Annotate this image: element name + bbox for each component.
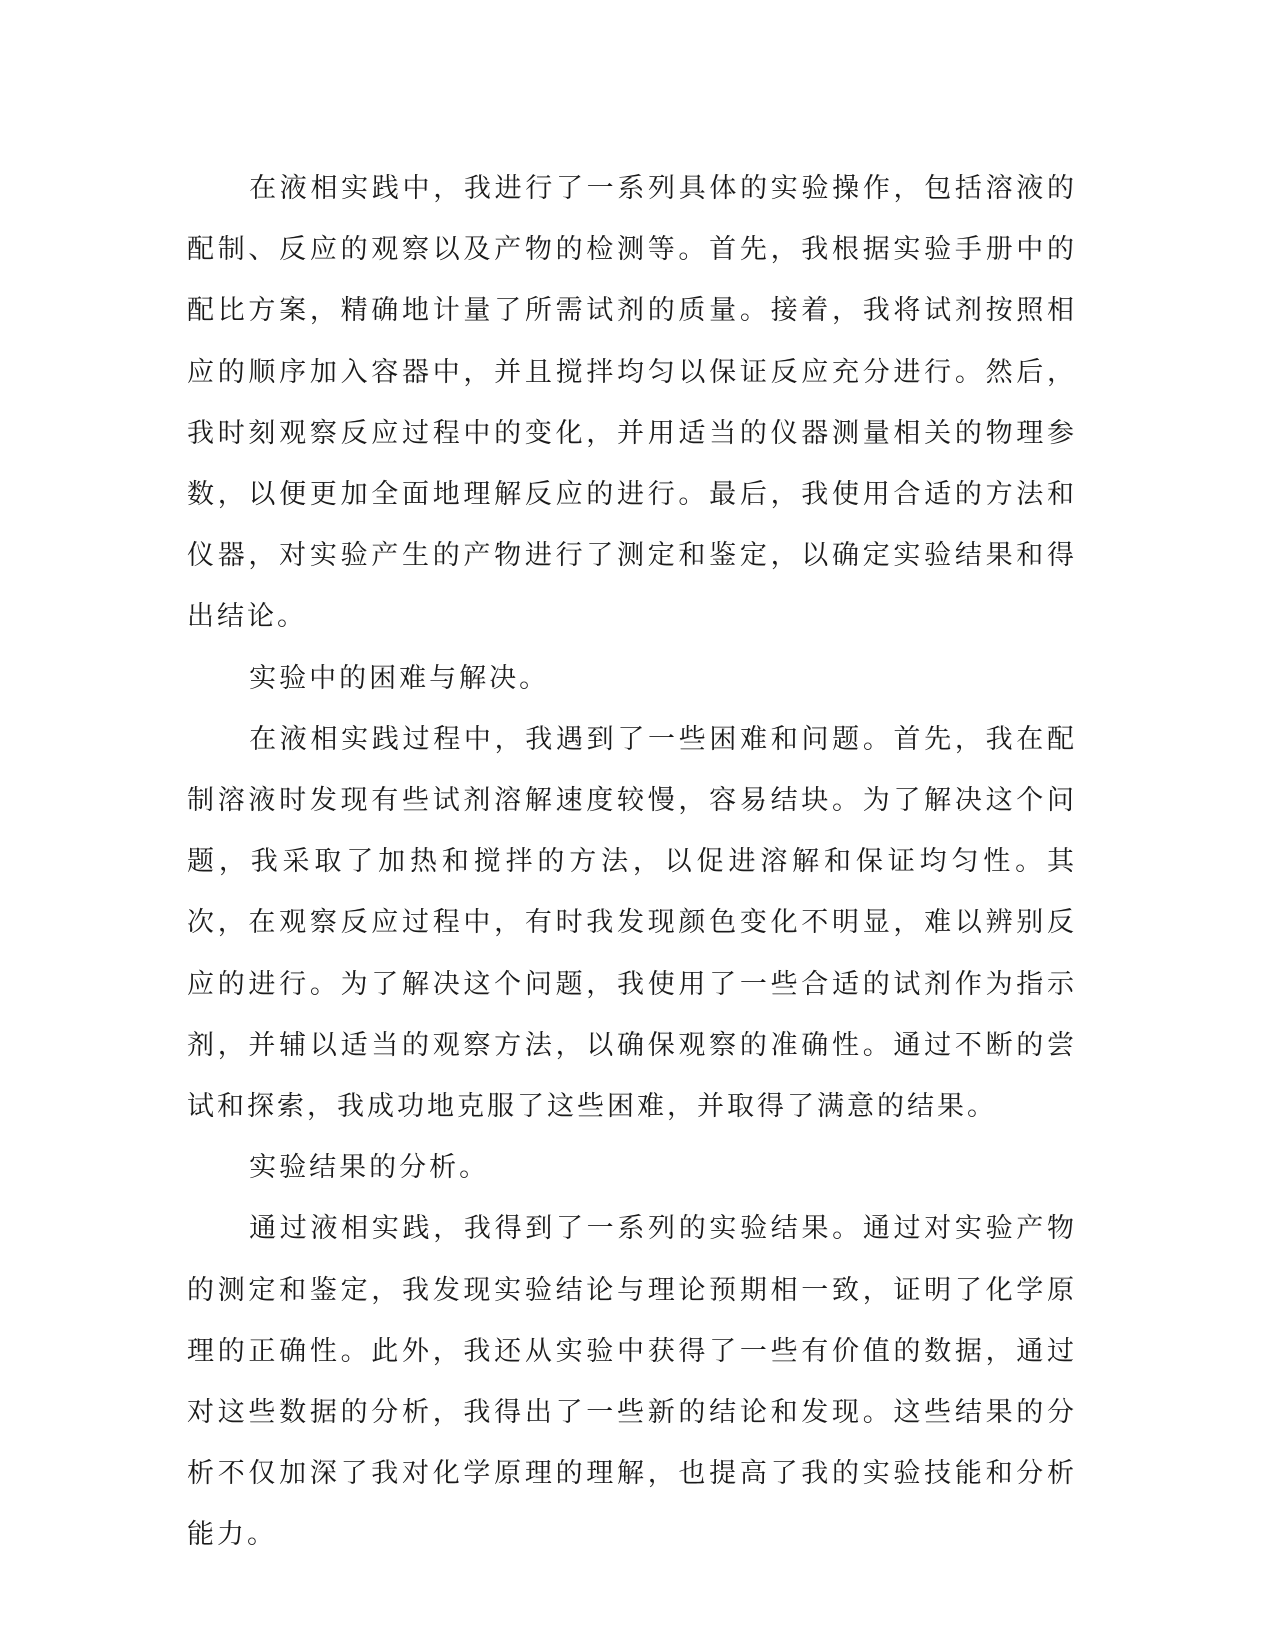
section-heading-difficulties: 实验中的困难与解决。 xyxy=(249,662,550,694)
paragraph-results-analysis: 通过液相实践，我得到了一系列的实验结果。通过对实验产物的测定和鉴定，我发现实验结论与理论预期相一致，证明了化学原理的正确性。此外，我还从实验中获得了一些有价值的数据，通过对这些数据的分析，我得出了一些新的结论和发现。这些结果的分析不仅加深了我对化学原理的理解，也提高了我的实验技能和分析能力。 xyxy=(187,1213,1077,1551)
document-body xyxy=(187,158,1077,1566)
paragraph-experiment-operations: 在液相实践中，我进行了一系列具体的实验操作，包括溶液的配制、反应的观察以及产物的检测等。首先，我根据实验手册中的配比方案，精确地计量了所需试剂的质量。接着，我将试剂按照相应的顺序加入容器中，并且搅拌均匀以保证反应充分进行。然后，我时刻观察反应过程中的变化，并用适当的仪器测量相关的物理参数，以便更加全面地理解反应的进行。最后，我使用合适的方法和仪器，对实验产生的产物进行了测定和鉴定，以确定实验结果和得出结论。 xyxy=(187,173,1077,633)
section-heading-results-analysis: 实验结果的分析。 xyxy=(249,1152,490,1184)
paragraph-difficulties-solutions: 在液相实践过程中，我遇到了一些困难和问题。首先，我在配制溶液时发现有些试剂溶解速度较慢，容易结块。为了解决这个问题，我采取了加热和搅拌的方法，以促进溶解和保证均匀性。其次，在观察反应过程中，有时我发现颜色变化不明显，难以辨别反应的进行。为了解决这个问题，我使用了一些合适的试剂作为指示剂，并辅以适当的观察方法，以确保观察的准确性。通过不断的尝试和探索，我成功地克服了这些困难，并取得了满意的结果。 xyxy=(187,723,1077,1123)
